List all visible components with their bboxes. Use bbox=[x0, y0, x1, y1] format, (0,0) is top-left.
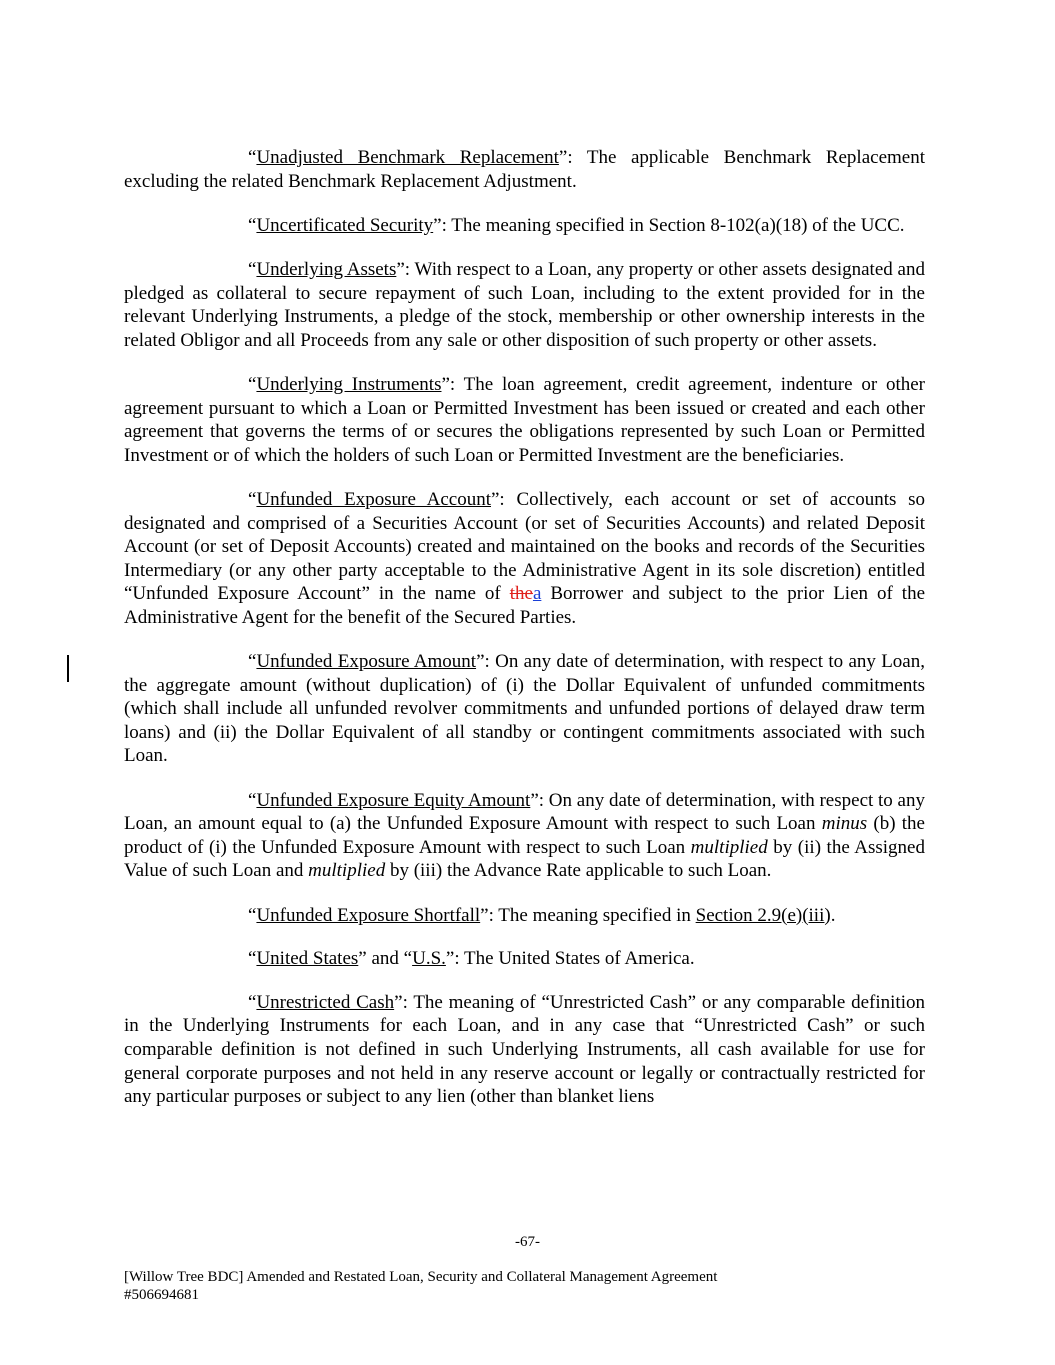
document-footer bbox=[124, 1268, 717, 1304]
defined-term: Unfunded Exposure Account bbox=[256, 488, 491, 510]
defined-term: Unrestricted Cash bbox=[256, 991, 395, 1013]
definition-underlying-instruments: “Underlying Instruments”: The loan agreement, credit agreement, indenture or other agreement pursuant to which a Loan or Permitted Investment has been issued or created and each other agreement that governs the terms of or secures the obligations represented by such Loan or Permitted Investment or of which the holders of such Loan or Permitted Investment are the beneficiaries. bbox=[124, 373, 925, 466]
definition-unadjusted-benchmark-replacement: “Unadjusted Benchmark Replacement”: The applicable Benchmark Replacement excluding the related Benchmark Replacement Adjustment. bbox=[124, 147, 925, 192]
defined-term: Uncertificated Security bbox=[256, 214, 434, 236]
defined-term: Unfunded Exposure Shortfall bbox=[256, 904, 481, 926]
defined-term: Unfunded Exposure Equity Amount bbox=[256, 789, 531, 811]
footer-doc-id: #506694681 bbox=[124, 1287, 199, 1303]
tracked-deletion: the bbox=[509, 583, 533, 605]
section-reference: Section 2.9(e)(iii) bbox=[695, 904, 831, 926]
definition-unfunded-exposure-shortfall: “Unfunded Exposure Shortfall”: The meaning specified in Section 2.9(e)(iii). bbox=[248, 904, 836, 926]
definition-unfunded-exposure-equity-amount: “Unfunded Exposure Equity Amount”: On any date of determination, with respect to any Loan, an amount equal to (a) the Unfunded Exposure Amount with respect to such Loan minus (b) the product of (i) the Unfunded Exposure Amount with respect to such Loan multiplied by (ii) the Assigned Value of such Loan and multiplied by (iii) the Advance Rate applicable to such Loan. bbox=[124, 789, 925, 882]
definition-unrestricted-cash: “Unrestricted Cash”: The meaning of “Unrestricted Cash” or any comparable definition in the Underlying Instruments for each Loan, and in any case that “Unrestricted Cash” or such comparable definition is not defined in such Underlying Instruments, all cash available for use for general corporate purposes and not held in any reserve account or legally or contractually restricted for any particular purposes or subject to any lien (other than blanket liens bbox=[124, 991, 925, 1108]
definition-unfunded-exposure-account: “Unfunded Exposure Account”: Collectively, each account or set of accounts so designated and comprised of a Securities Account (or set of Securities Accounts) and related Deposit Account (or set of Deposit Accounts) created and maintained on the books and records of the Securities Intermediary (or any other party acceptable to the Administrative Agent in its sole discretion) entitled “Unfunded Exposure Account” in the name of thea Borrower and subject to the prior Lien of the Administrative Agent for the benefit of the Secured Parties. bbox=[124, 488, 925, 628]
page-number: -67- bbox=[515, 1234, 540, 1250]
defined-term: Underlying Assets bbox=[256, 258, 397, 280]
definitions-body bbox=[124, 146, 925, 1129]
defined-term: Unadjusted Benchmark Replacement bbox=[256, 147, 559, 168]
revision-change-bar bbox=[67, 655, 69, 682]
definition-underlying-assets: “Underlying Assets”: With respect to a Loan, any property or other assets designated and pledged as collateral to secure repayment of such Loan, including to the extent provided for in the relevant Underlying Instruments, a pledge of the stock, membership or other ownership interests in the related Obligor and all Proceeds from any sale or other disposition of such property or other assets. bbox=[124, 258, 925, 351]
defined-term: U.S. bbox=[412, 948, 446, 970]
footer-title: [Willow Tree BDC] Amended and Restated Loan, Security and Collateral Management Agreement bbox=[124, 1269, 718, 1285]
defined-term: Unfunded Exposure Amount bbox=[256, 651, 477, 673]
italic-multiplied: multiplied bbox=[690, 836, 768, 858]
defined-term: United States bbox=[256, 948, 359, 970]
definition-uncertificated-security: “Uncertificated Security”: The meaning specified in Section 8-102(a)(18) of the UCC. bbox=[248, 214, 905, 236]
defined-term: Underlying Instruments bbox=[256, 373, 442, 395]
tracked-insertion: a bbox=[532, 583, 542, 605]
italic-minus: minus bbox=[821, 813, 868, 835]
definition-unfunded-exposure-amount: “Unfunded Exposure Amount”: On any date of determination, with respect to any Loan, the aggregate amount (without duplication) of (i) the Dollar Equivalent of unfunded commitments (which shall include all unfunded revolver commitments and unfunded portions of delayed draw term loans) and (ii) the Dollar Equivalent of all standby or contingent commitments associated with such Loan. bbox=[124, 651, 925, 767]
italic-multiplied: multiplied bbox=[308, 860, 386, 882]
definition-united-states: “United States” and “U.S.”: The United States of America. bbox=[248, 948, 695, 970]
